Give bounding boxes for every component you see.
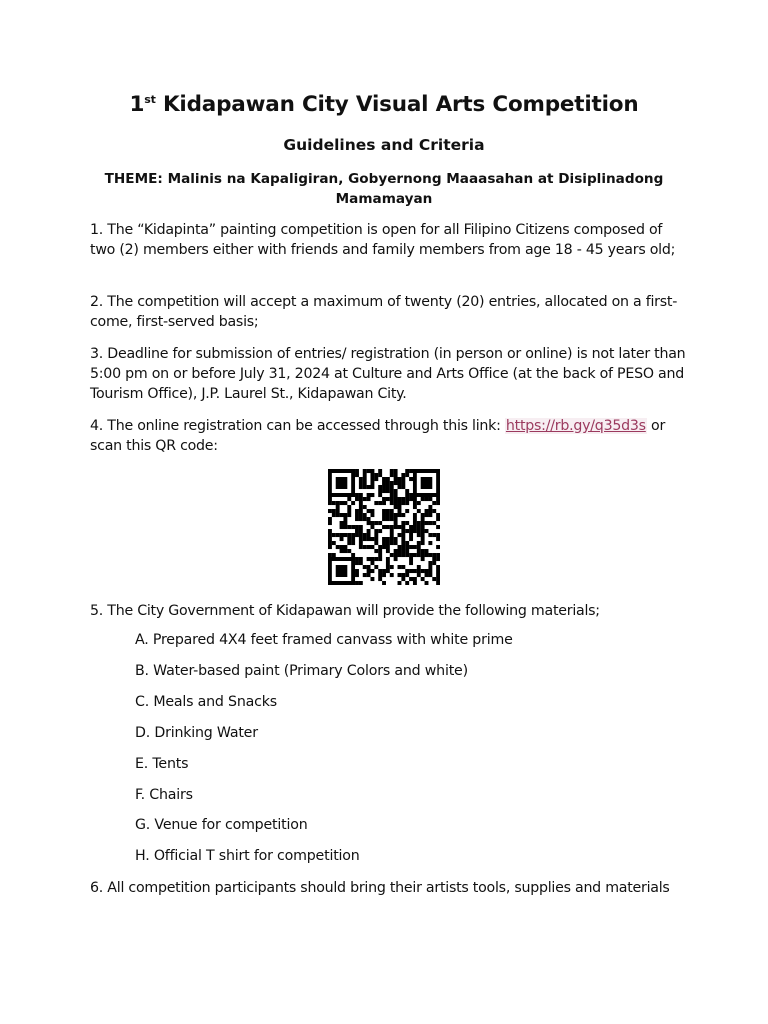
materials-list-item: H. Official T shirt for competition: [135, 848, 360, 864]
guideline-6: 6. All competition participants should bring their artists tools, supplies and materials: [90, 880, 670, 896]
guideline-4: [90, 416, 690, 456]
materials-list-item: A. Prepared 4X4 feet framed canvass with white prime: [135, 632, 513, 648]
materials-list-item: G. Venue for competition: [135, 817, 308, 833]
title-ordinal-suffix: st: [144, 93, 156, 106]
title-text: Kidapawan City Visual Arts Competition: [155, 92, 639, 117]
materials-list-item: E. Tents: [135, 756, 189, 772]
registration-link[interactable]: https://rb.gy/q35d3s: [505, 418, 646, 434]
guideline-4-text: 4. The online registration can be accessed through this link:: [90, 418, 505, 434]
materials-list-item: F. Chairs: [135, 787, 193, 803]
guideline-2: 2. The competition will accept a maximum of twenty (20) entries, allocated on a first-come, first-served basis;: [90, 294, 678, 330]
materials-list-item: C. Meals and Snacks: [135, 694, 277, 710]
theme-heading: THEME: Malinis na Kapaligiran, Gobyernong Maaasahan at Disiplinadong Mamamayan: [104, 171, 664, 207]
guideline-3: 3. Deadline for submission of entries/ registration (in person or online) is not later than 5:00 pm on or before July 31, 2024 at Culture and Arts Office (at the back of PESO and Tourism Office), J.P. Laurel St., Kidapawan City.: [90, 346, 686, 402]
materials-list-item: B. Water-based paint (Primary Colors and white): [135, 663, 468, 679]
guideline-4-text-after: or scan this QR code:: [90, 418, 666, 454]
qr-code-icon[interactable]: [328, 469, 440, 585]
guideline-1: 1. The “Kidapinta” painting competition is open for all Filipino Citizens composed of two (2) members either with friends and family members from age 18 - 45 years old;: [90, 222, 676, 258]
materials-list-item: D. Drinking Water: [135, 725, 258, 741]
title-number: 1: [129, 92, 145, 117]
document-subtitle: Guidelines and Criteria: [283, 136, 485, 154]
document-title: [0, 92, 768, 117]
guideline-5: 5. The City Government of Kidapawan will provide the following materials;: [90, 603, 600, 619]
